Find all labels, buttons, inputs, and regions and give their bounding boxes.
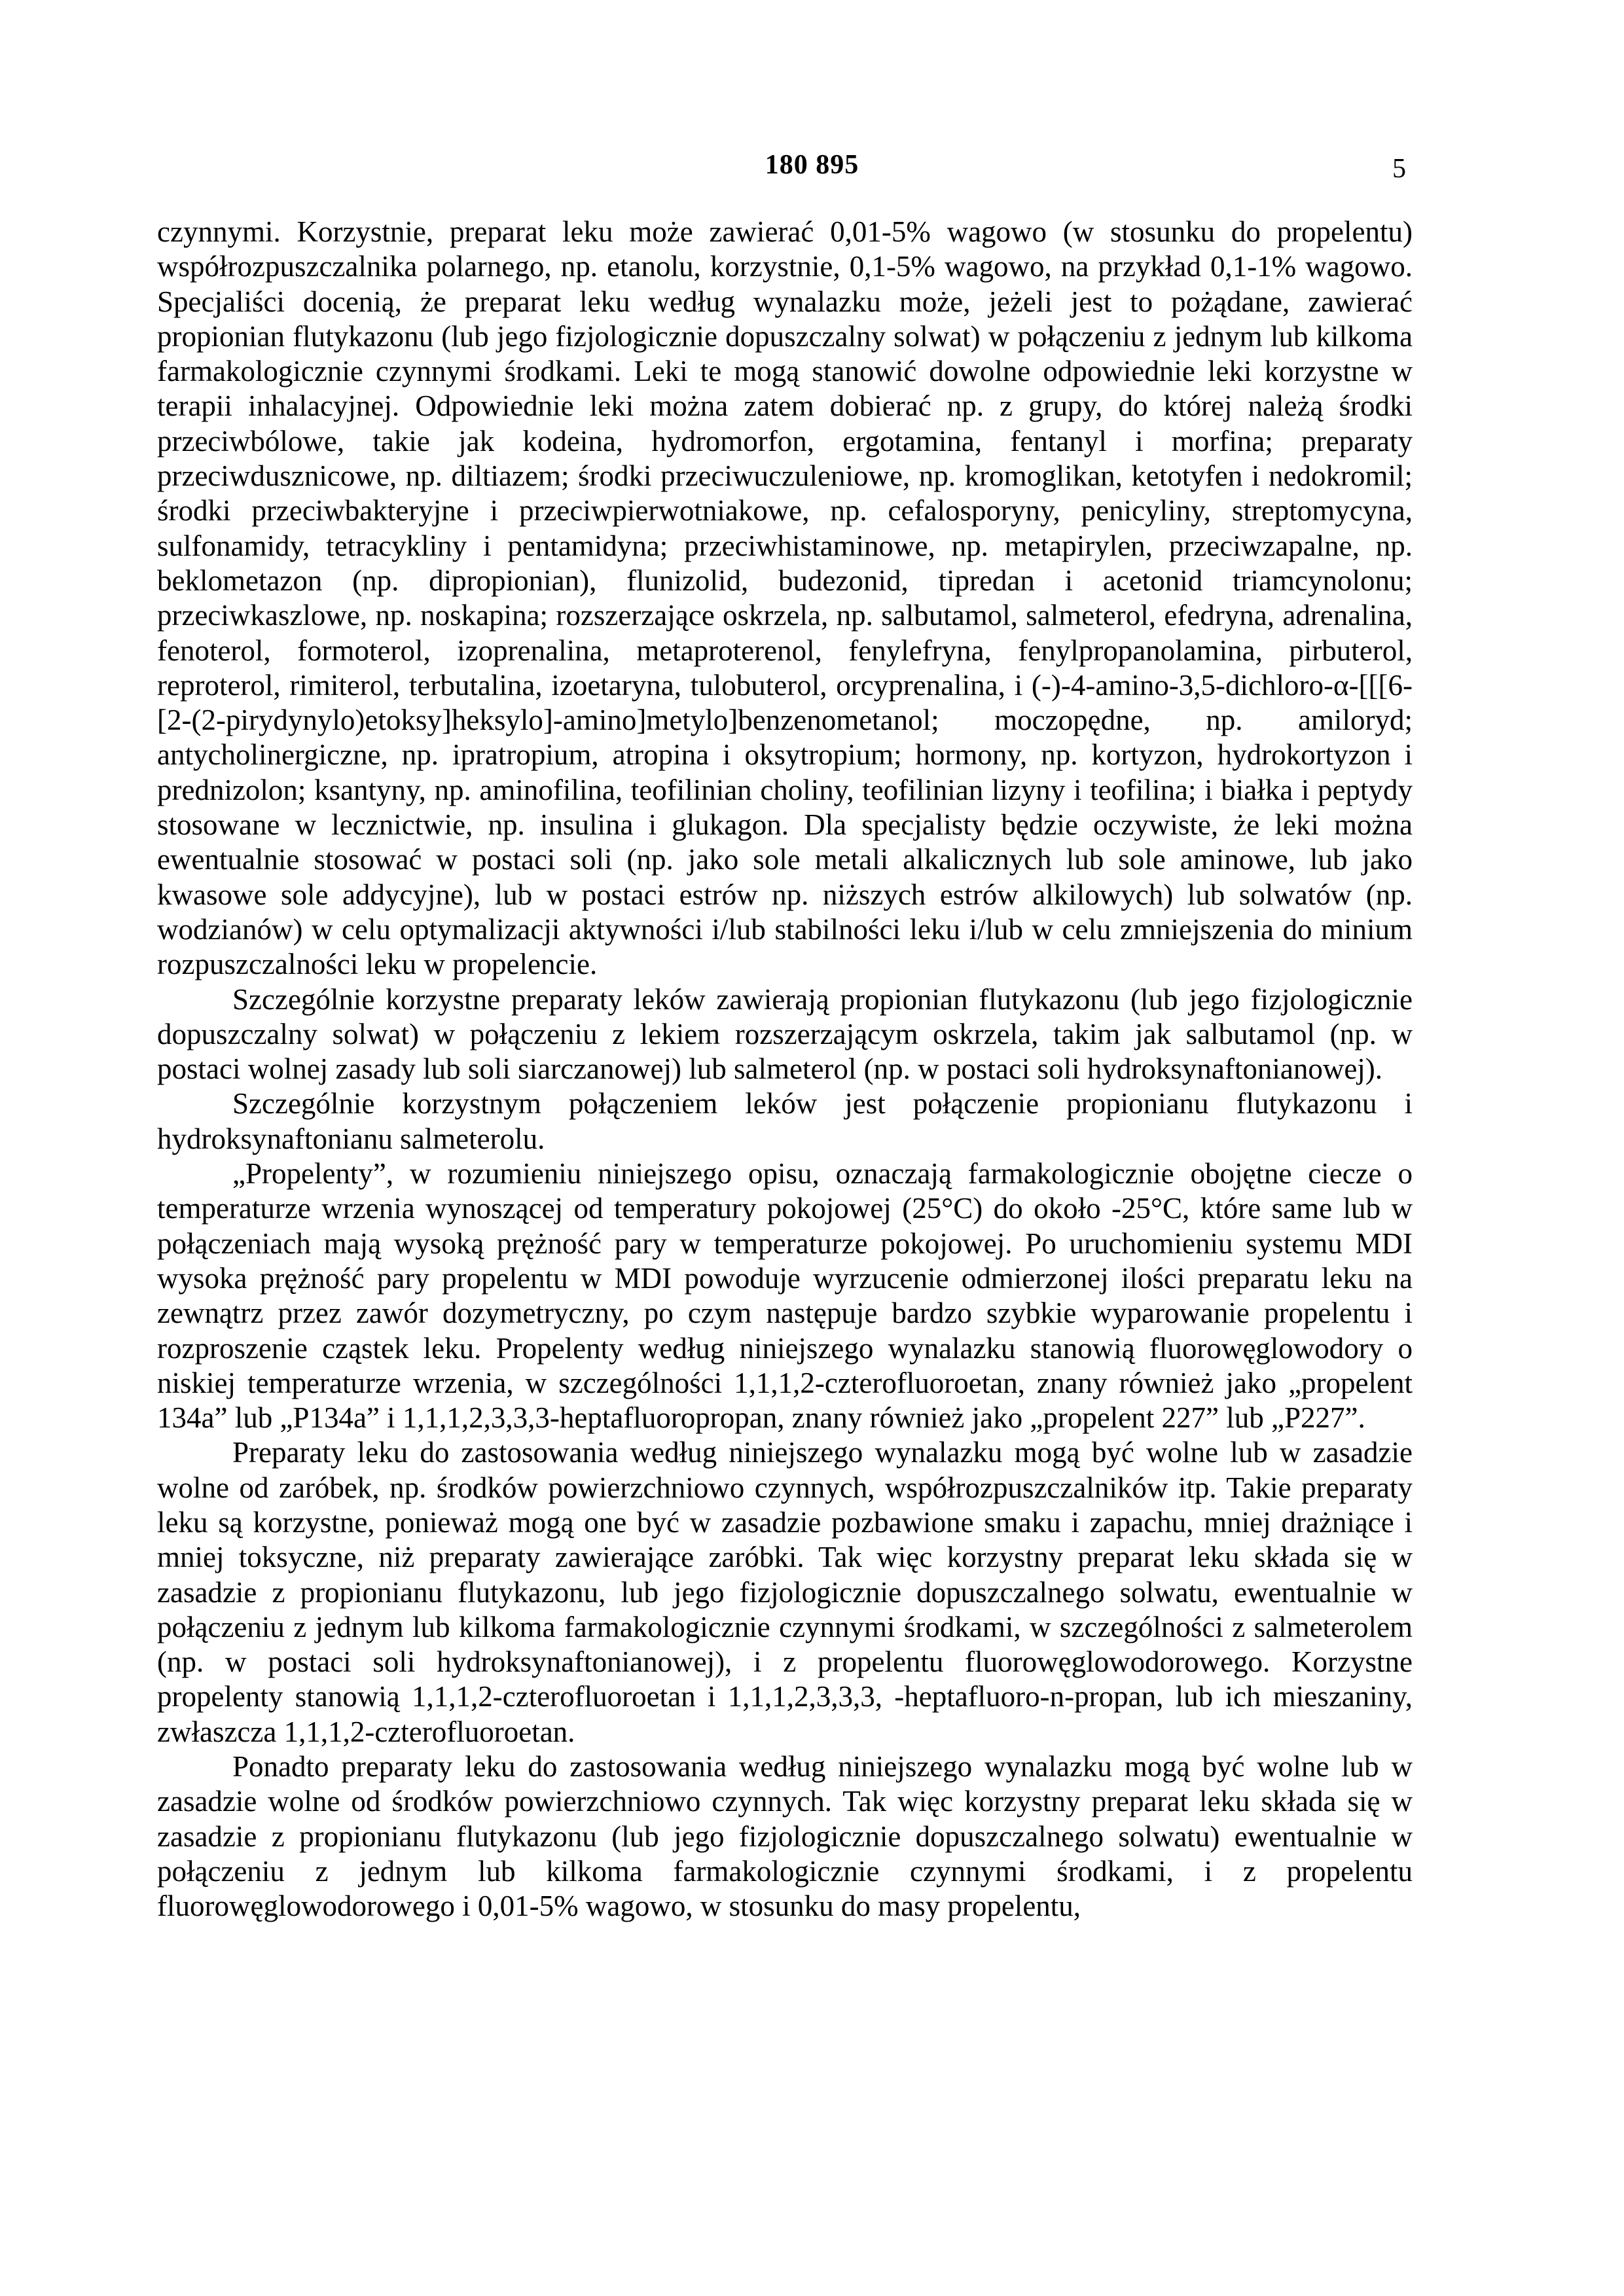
paragraph-continuation: czynnymi. Korzystnie, preparat leku może zawierać 0,01-5% wagowo (w stosunku do propelentu) współrozpuszczalnika polarnego, np. etanolu, korzystnie, 0,1-5% wagowo, na przykład 0,1-1% wagowo. Specjaliści docenią, że preparat leku według wynalazku może, jeżeli jest to pożądane, zawierać propionian flutykazonu (lub jego fizjologicznie dopuszczalny solwat) w połączeniu z jednym lub kilkoma farmakologicznie czynnymi środkami. Leki te mogą stanowić dowolne odpowiednie leki korzystne w terapii inhalacyjnej. Odpowiednie leki można zatem dobierać np. z grupy, do której należą środki przeciwbólowe, takie jak kodeina, hydromorfon, ergotamina, fentanyl i morfina; preparaty przeciwdusznicowe, np. diltiazem; środki przeciwuczuleniowe, np. kromoglikan, ketotyfen i nedokromil; środki przeciwbakteryjne i przeciwpierwotniakowe, np. cefalosporyny, penicyliny, streptomycyna, sulfonamidy, tetracykliny i pentamidyna; przeciwhistaminowe, np. metapirylen, przeciwzapalne, np. beklometazon (np. dipropionian), flunizolid, budezonid, tipredan i acetonid triamcynolonu; przeciwkaszlowe, np. noskapina; rozszerzające oskrzela, np. salbutamol, salmeterol, efedryna, adrenalina, fenoterol, formoterol, izoprenalina, metaproterenol, fenylefryna, fenylpropanolamina, pirbuterol, reproterol, rimiterol, terbutalina, izoetaryna, tulobuterol, orcyprenalina, i (-)-4-amino-3,5-dichloro-α-[[[6-[2-(2-pirydynylo)etoksy]heksylo]-amino]metylo]benzenometanol; moczopędne, np. amiloryd; antycholinergiczne, np. ipratropium, atropina i oksytropium; hormony, np. kortyzon, hydrokortyzon i prednizolon; ksantyny, np. aminofilina, teofilinian choliny, teofilinian lizyny i teofilina; i białka i peptydy stosowane w lecznictwie, np. insulina i glukagon. Dla specjalisty będzie oczywiste, że leki można ewentualnie stosować w postaci soli (np. jako sole metali alkalicznych lub sole aminowe, lub jako kwasowe sole addycyjne), lub w postaci estrów np. niższych estrów alkilowych) lub solwatów (np. wodzianów) w celu optymalizacji aktywności i/lub stabilności leku i/lub w celu zmniejszenia do minium rozpuszczalności leku w propelencie.: [157, 215, 1413, 981]
paragraph: Szczególnie korzystnym połączeniem leków jest połączenie propionianu flutykazonu i hydroksynaftonianu salmeterolu.: [157, 1087, 1413, 1155]
body-text: [157, 215, 1413, 1924]
paragraph: Ponadto preparaty leku do zastosowania według niniejszego wynalazku mogą być wolne lub w zasadzie wolne od środków powierzchniowo czynnych. Tak więc korzystny preparat leku składa się w zasadzie z propionianu flutykazonu (lub jego fizjologicznie dopuszczalnego solwatu) ewentualnie w połączeniu z jednym lub kilkoma farmakologicznie czynnymi środkami, i z propelentu fluorowęglowodorowego i 0,01-5% wagowo, w stosunku do masy propelentu,: [157, 1750, 1413, 1923]
paragraph: Preparaty leku do zastosowania według niniejszego wynalazku mogą być wolne lub w zasadzie wolne od zaróbek, np. środków powierzchniowo czynnych, współrozpuszczalników itp. Takie preparaty leku są korzystne, ponieważ mogą one być w zasadzie pozbawione smaku i zapachu, mniej drażniące i mniej toksyczne, niż preparaty zawierające zaróbki. Tak więc korzystny preparat leku składa się w zasadzie z propionianu flutykazonu, lub jego fizjologicznie dopuszczalnego solwatu, ewentualnie w połączeniu z jednym lub kilkoma farmakologicznie czynnymi środkami, w szczególności z salmeterolem (np. w postaci soli hydroksynaftonianowej), i z propelentu fluorowęglowodorowego. Korzystne propelenty stanowią 1,1,1,2-czterofluoroetan i 1,1,1,2,3,3,3, -heptafluoro-n-propan, lub ich mieszaniny, zwłaszcza 1,1,1,2-czterofluoroetan.: [157, 1436, 1413, 1748]
patent-number: 180 895: [765, 150, 859, 180]
page-number: 5: [1392, 154, 1406, 184]
paragraph: Szczególnie korzystne preparaty leków zawierają propionian flutykazonu (lub jego fizjologicznie dopuszczalny solwat) w połączeniu z lekiem rozszerzającym oskrzela, takim jak salbutamol (np. w postaci wolnej zasady lub soli siarczanowej) lub salmeterol (np. w postaci soli hydroksynaftonianowej).: [157, 982, 1413, 1086]
paragraph: „Propelenty”, w rozumieniu niniejszego opisu, oznaczają farmakologicznie obojętne ciecze o temperaturze wrzenia wynoszącej od temperatury pokojowej (25°C) do około -25°C, które same lub w połączeniach mają wysoką prężność pary w temperaturze pokojowej. Po uruchomieniu systemu MDI wysoka prężność pary propelentu w MDI powoduje wyrzucenie odmierzonej ilości preparatu leku na zewnątrz przez zawór dozymetryczny, po czym następuje bardzo szybkie wyparowanie propelentu i rozproszenie cząstek leku. Propelenty według niniejszego wynalazku stanowią fluorowęglowodory o niskiej temperaturze wrzenia, w szczególności 1,1,1,2-czterofluoroetan, znany również jako „propelent 134a” lub „P134a” i 1,1,1,2,3,3,3-heptafluoropropan, znany również jako „propelent 227” lub „P227”.: [157, 1157, 1413, 1435]
